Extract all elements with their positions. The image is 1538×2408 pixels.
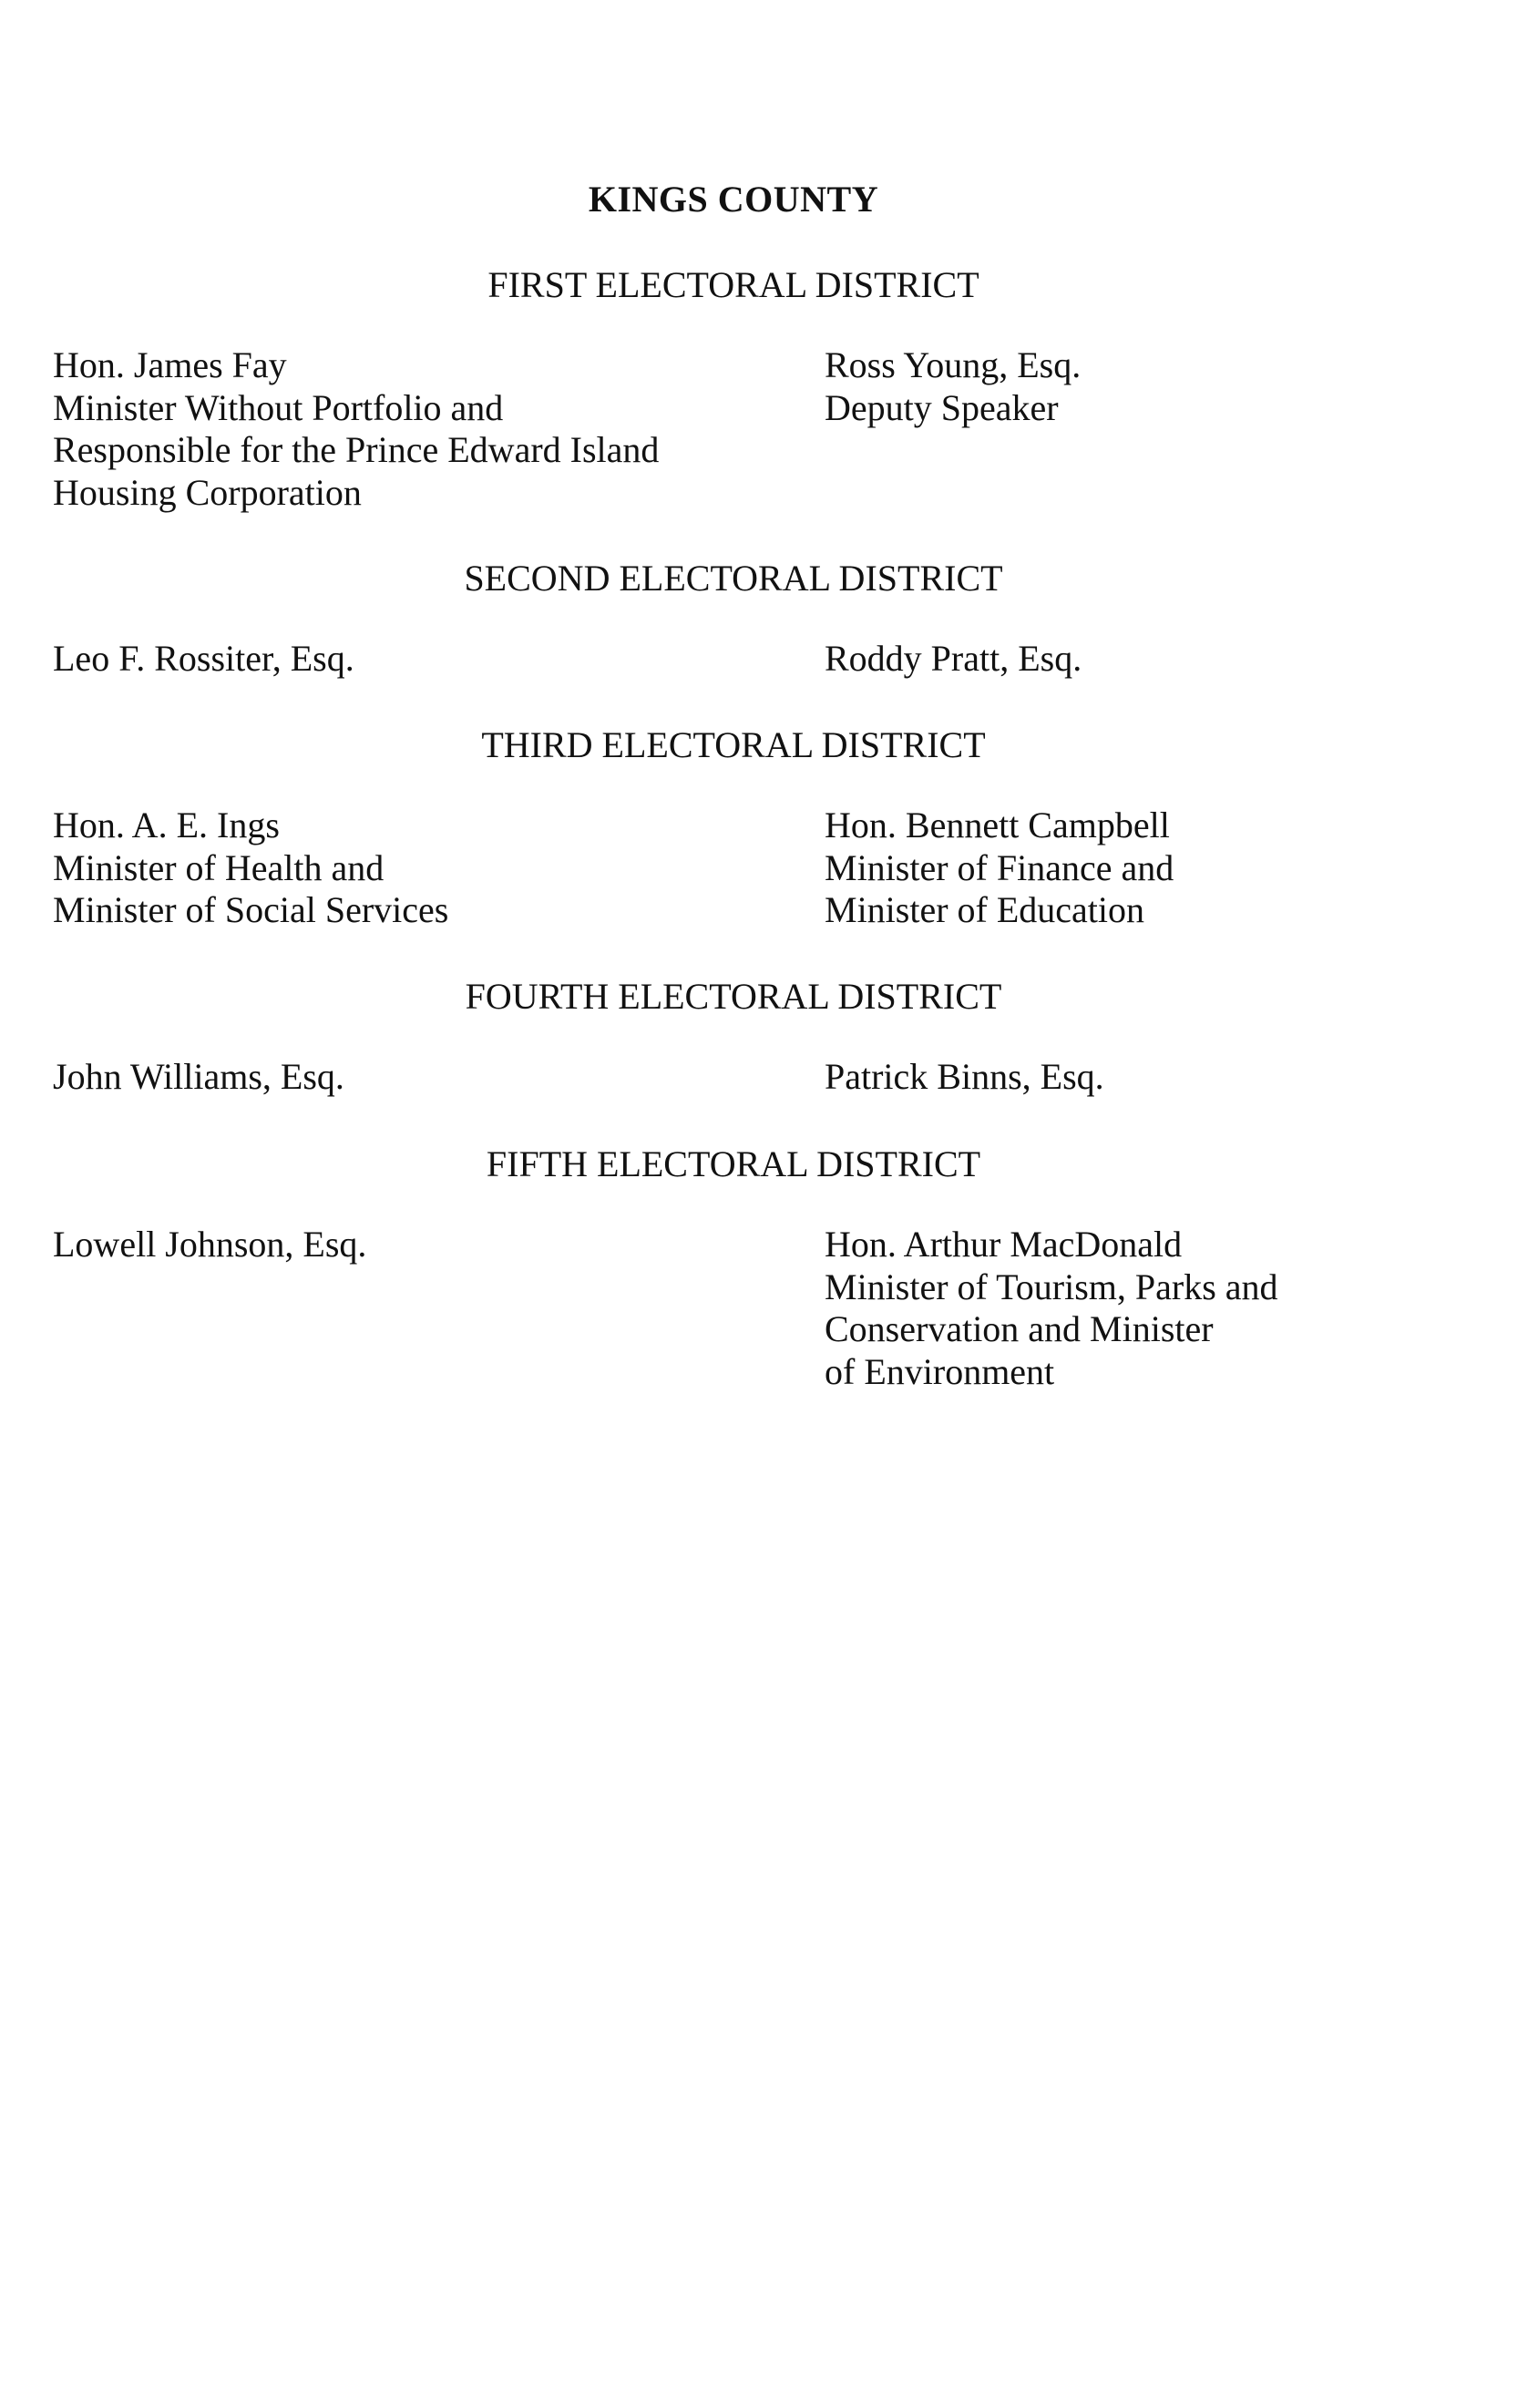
member-left	[53, 804, 448, 932]
member-role-line: Minister of Health and	[53, 846, 384, 888]
member-role-line: Minister of Education	[825, 889, 1145, 930]
member-left	[53, 1224, 366, 1266]
district-heading: FIFTH ELECTORAL DISTRICT	[486, 1143, 981, 1184]
member-role-line: Deputy Speaker	[825, 386, 1059, 428]
member-name: Hon. Arthur MacDonald	[825, 1224, 1183, 1265]
member-name: Leo F. Rossiter, Esq.	[53, 638, 354, 679]
district-heading: SECOND ELECTORAL DISTRICT	[464, 558, 1003, 599]
county-title: KINGS COUNTY	[588, 179, 879, 220]
member-role-line: Conservation and Minister	[825, 1308, 1214, 1349]
member-role-line: Minister Without Portfolio and	[53, 386, 504, 428]
member-name: Ross Young, Esq.	[825, 344, 1082, 385]
member-right	[825, 638, 1082, 681]
member-role-line: Minister of Social Services	[53, 889, 449, 930]
member-name: John Williams, Esq.	[53, 1056, 344, 1097]
member-left	[53, 344, 659, 514]
member-role-line: Responsible for the Prince Edward Island	[53, 429, 660, 470]
member-role-line: Housing Corporation	[53, 471, 362, 513]
member-role-line: Minister of Tourism, Parks and	[825, 1265, 1278, 1307]
member-right	[825, 344, 1081, 429]
member-right	[825, 1056, 1104, 1099]
district-heading: FOURTH ELECTORAL DISTRICT	[465, 976, 1002, 1017]
member-right	[825, 804, 1174, 932]
member-role-line: of Environment	[825, 1350, 1055, 1392]
district-heading: THIRD ELECTORAL DISTRICT	[481, 724, 986, 765]
member-name: Hon. James Fay	[53, 344, 287, 385]
member-name: Hon. Bennett Campbell	[825, 804, 1170, 845]
member-left	[53, 638, 354, 681]
member-name: Patrick Binns, Esq.	[825, 1056, 1104, 1097]
member-name: Hon. A. E. Ings	[53, 804, 280, 845]
district-heading: FIRST ELECTORAL DISTRICT	[487, 264, 979, 305]
member-name: Lowell Johnson, Esq.	[53, 1224, 367, 1265]
member-right	[825, 1224, 1278, 1393]
member-role-line: Minister of Finance and	[825, 846, 1174, 888]
member-left	[53, 1056, 344, 1099]
member-name: Roddy Pratt, Esq.	[825, 638, 1082, 679]
